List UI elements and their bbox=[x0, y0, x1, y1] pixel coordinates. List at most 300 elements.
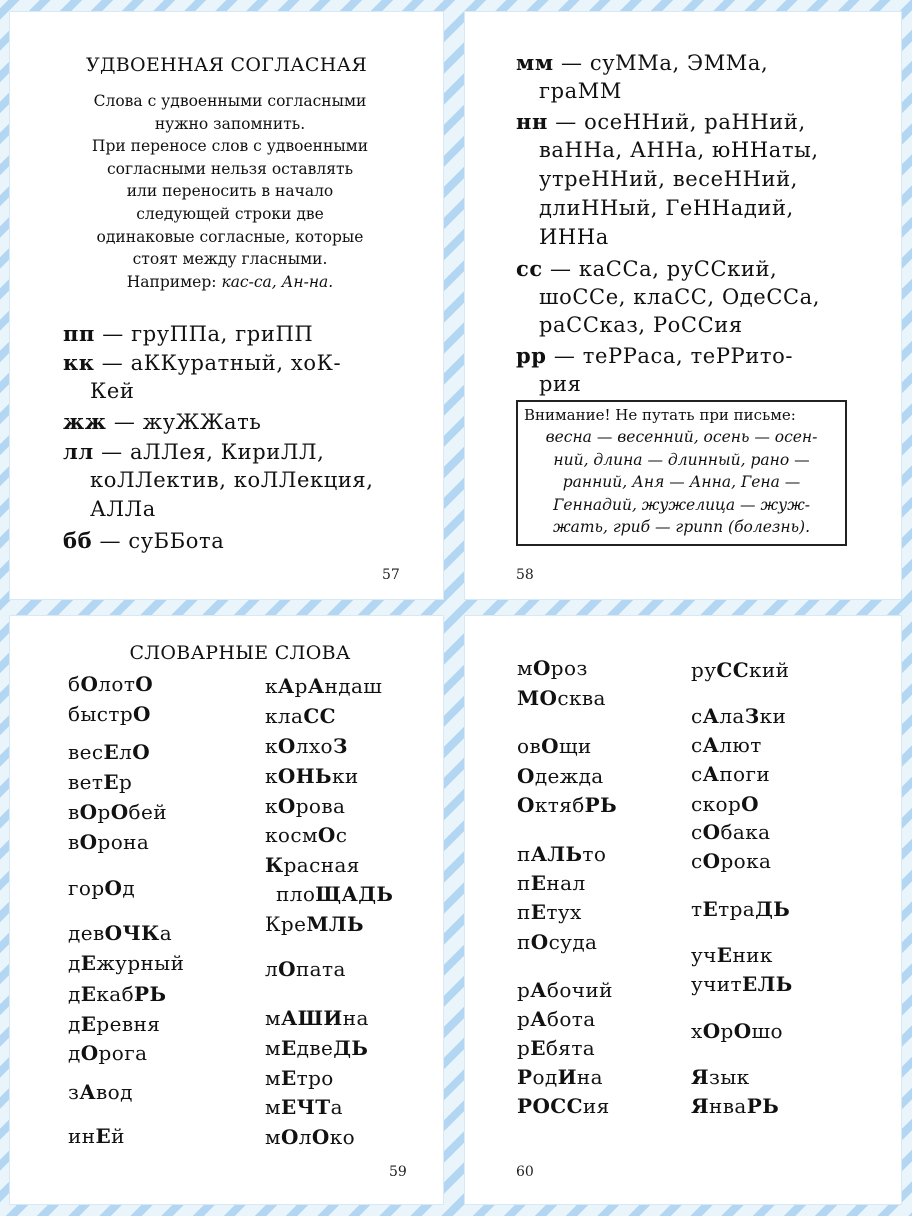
attention-line: жать, гриб — грипп (болезнь). bbox=[553, 518, 810, 537]
highlighted-letters: А bbox=[530, 978, 547, 1002]
highlighted-letters: Е bbox=[80, 1012, 97, 1036]
highlighted-letters: О bbox=[110, 800, 129, 824]
highlighted-letters: Р bbox=[517, 1065, 533, 1089]
word-part: с bbox=[691, 733, 703, 757]
vocabulary-word bbox=[276, 882, 393, 906]
word-part: од bbox=[532, 1065, 558, 1089]
page-number: 57 bbox=[382, 567, 400, 583]
vocabulary-word bbox=[691, 704, 786, 728]
highlighted-letters: Е bbox=[702, 897, 719, 921]
entry-text: — осеННий, раННий, bbox=[547, 110, 806, 134]
entry-text: — груППа, гриПП bbox=[94, 322, 314, 346]
page-59 bbox=[10, 616, 443, 1204]
highlighted-letters: ЕЧТ bbox=[280, 1095, 331, 1119]
highlighted-letters: О bbox=[135, 672, 154, 696]
highlighted-letters: Е bbox=[530, 900, 547, 924]
highlighted-letters: А bbox=[702, 733, 720, 757]
highlighted-letters: О bbox=[702, 820, 721, 844]
example-label: Например: bbox=[126, 272, 217, 291]
word-part: на bbox=[576, 1065, 603, 1089]
rule-line: одинаковые согласные, которые bbox=[96, 227, 364, 246]
highlighted-letters: О bbox=[133, 702, 151, 726]
vocabulary-word bbox=[517, 793, 617, 817]
highlighted-letters: МЛЬ bbox=[306, 912, 364, 936]
highlighted-letters: О bbox=[532, 656, 551, 680]
entry-line bbox=[516, 343, 793, 368]
page-number: 59 bbox=[389, 1164, 407, 1180]
page-title: СЛОВАРНЫЕ СЛОВА bbox=[129, 642, 351, 664]
vocabulary-word bbox=[691, 792, 759, 816]
highlighted-letters: О bbox=[277, 794, 296, 818]
highlighted-letters: О bbox=[530, 930, 549, 954]
rule-example bbox=[50, 271, 410, 294]
entry-line bbox=[539, 167, 798, 191]
entry-key: кк bbox=[63, 350, 95, 375]
highlighted-letters: ЩАДЬ bbox=[315, 882, 394, 906]
entry-line bbox=[90, 497, 156, 521]
entry-key: сс bbox=[516, 256, 543, 281]
highlighted-letters: СС bbox=[303, 704, 336, 728]
word-part: поги bbox=[719, 762, 771, 786]
highlighted-letters: О bbox=[517, 764, 535, 788]
word-part: шо bbox=[751, 1019, 783, 1043]
word-part: бака bbox=[720, 820, 771, 844]
word-part: с bbox=[335, 823, 348, 847]
word-part: ки bbox=[759, 704, 787, 728]
entry-line bbox=[516, 50, 768, 75]
highlighted-letters: О bbox=[702, 849, 721, 873]
vocabulary-word bbox=[691, 943, 773, 967]
attention-box bbox=[516, 400, 847, 546]
highlighted-letters: О bbox=[278, 957, 296, 981]
vocabulary-word bbox=[265, 823, 347, 847]
word-part: ла bbox=[719, 704, 745, 728]
word-part: б bbox=[68, 672, 81, 696]
entry-key: нн bbox=[516, 109, 548, 134]
highlighted-letters: РЬ bbox=[134, 982, 167, 1006]
highlighted-letters: Е bbox=[103, 770, 120, 794]
vocabulary-word bbox=[517, 871, 586, 895]
page-57 bbox=[10, 12, 443, 599]
vocabulary-word bbox=[265, 1095, 343, 1119]
entry-text: шоССе, клаСС, ОдеССа, bbox=[539, 285, 821, 309]
word-part: две bbox=[296, 1036, 334, 1060]
word-part: в bbox=[68, 800, 80, 824]
word-part: пата bbox=[295, 957, 346, 981]
page-title: УДВОЕННАЯ СОГЛАСНАЯ bbox=[86, 54, 367, 76]
highlighted-letters: Е bbox=[716, 943, 733, 967]
vocabulary-word bbox=[691, 733, 762, 757]
vocabulary-word bbox=[68, 951, 184, 975]
highlighted-letters: О bbox=[517, 793, 535, 817]
entry-text: длиННый, ГеННадий, bbox=[539, 196, 794, 220]
entry-line bbox=[539, 79, 622, 103]
entry-text: раССказ, РоССия bbox=[539, 313, 743, 337]
entry-key: жж bbox=[63, 409, 107, 434]
word-part: т bbox=[691, 897, 703, 921]
vocabulary-word bbox=[517, 764, 604, 788]
highlighted-letters: АЛЬ bbox=[530, 842, 583, 866]
vocabulary-word bbox=[68, 702, 151, 726]
word-part: журный bbox=[96, 951, 185, 975]
vocabulary-word bbox=[265, 674, 382, 698]
word-part: зык bbox=[709, 1065, 750, 1089]
word-part: р bbox=[517, 1007, 531, 1031]
highlighted-letters: О bbox=[280, 1125, 299, 1149]
vocabulary-word bbox=[517, 842, 606, 866]
highlighted-letters: ЕЛЬ bbox=[742, 972, 793, 996]
highlighted-letters: ОЧК bbox=[104, 921, 160, 945]
highlighted-letters: Е bbox=[80, 951, 97, 975]
word-part: х bbox=[691, 1019, 703, 1043]
entry-text: — жуЖЖать bbox=[106, 410, 262, 434]
word-part: с bbox=[691, 820, 703, 844]
vocabulary-word bbox=[517, 734, 592, 758]
rule-line: или переносить в начало bbox=[126, 182, 334, 201]
word-part: кий bbox=[749, 658, 790, 682]
entry-text: рия bbox=[539, 372, 582, 396]
rule-line: При переносе слов с удвоенными bbox=[91, 137, 369, 156]
word-part: р bbox=[294, 674, 308, 698]
vocabulary-word bbox=[265, 764, 359, 788]
word-part: лот bbox=[98, 672, 136, 696]
word-part: учит bbox=[691, 972, 742, 996]
vocabulary-word bbox=[691, 1065, 750, 1089]
vocabulary-word bbox=[68, 740, 150, 764]
word-part: м bbox=[265, 1036, 281, 1060]
word-part: ндаш bbox=[324, 674, 383, 698]
entry-text: коЛЛектив, коЛЛекция, bbox=[90, 468, 374, 492]
word-part: к bbox=[265, 674, 278, 698]
vocabulary-word bbox=[68, 921, 172, 945]
word-part: л bbox=[119, 740, 133, 764]
word-part: к bbox=[265, 734, 278, 758]
vocabulary-word bbox=[68, 830, 149, 854]
highlighted-letters: О bbox=[80, 1041, 99, 1065]
vocabulary-word bbox=[68, 672, 153, 696]
word-part: д bbox=[68, 951, 81, 975]
highlighted-letters: К bbox=[265, 853, 284, 877]
entry-line bbox=[539, 313, 743, 337]
word-part: тро bbox=[296, 1066, 334, 1090]
word-part: с bbox=[691, 704, 703, 728]
vocabulary-word bbox=[517, 978, 613, 1002]
word-part: уч bbox=[691, 943, 717, 967]
vocabulary-word bbox=[265, 1066, 334, 1090]
vocabulary-word bbox=[517, 1007, 596, 1031]
word-part: д bbox=[68, 1012, 81, 1036]
word-part: кла bbox=[265, 704, 304, 728]
word-part: ия bbox=[582, 1094, 610, 1118]
word-part: рова bbox=[295, 794, 346, 818]
entry-key: пп bbox=[63, 321, 95, 346]
word-part: сква bbox=[557, 686, 606, 710]
attention-heading: Внимание! Не путать при письме: bbox=[524, 406, 796, 424]
attention-line: ранний, Аня — Анна, Гена — bbox=[562, 473, 801, 492]
highlighted-letters: О bbox=[80, 672, 99, 696]
word-part: пло bbox=[276, 882, 316, 906]
highlighted-letters: О bbox=[277, 734, 296, 758]
highlighted-letters: Е bbox=[280, 1036, 297, 1060]
word-part: вод bbox=[96, 1080, 133, 1104]
attention-line: весна — весенний, осень — осен- bbox=[545, 428, 818, 446]
vocabulary-word bbox=[517, 656, 588, 680]
word-part: каб bbox=[96, 982, 135, 1006]
word-part: бята bbox=[545, 1036, 596, 1060]
entry-text: — суББота bbox=[92, 529, 225, 553]
rule-line: следующей строки две bbox=[136, 204, 324, 223]
rule-line: Слова с удвоенными согласными bbox=[93, 92, 367, 110]
word-part: п bbox=[517, 842, 531, 866]
entry-line bbox=[539, 372, 582, 396]
highlighted-letters: А bbox=[702, 704, 720, 728]
entry-text: утреННий, весеННий, bbox=[539, 167, 798, 191]
word-part: м bbox=[265, 1066, 281, 1090]
word-part: скор bbox=[691, 792, 742, 816]
entry-line bbox=[63, 439, 324, 464]
vocabulary-word bbox=[265, 1125, 355, 1149]
vocabulary-word bbox=[68, 800, 167, 824]
vocabulary-word bbox=[265, 1036, 368, 1060]
vocabulary-word bbox=[517, 1036, 595, 1060]
word-part: п bbox=[517, 900, 531, 924]
highlighted-letters: О bbox=[311, 1125, 330, 1149]
highlighted-letters: А bbox=[530, 1007, 547, 1031]
vocabulary-word bbox=[691, 1094, 779, 1118]
entry-key: рр bbox=[516, 343, 547, 368]
rule-line: согласными нельзя оставлять bbox=[106, 159, 354, 178]
rule-line: нужно запомнить. bbox=[154, 114, 306, 133]
vocabulary-word bbox=[691, 897, 790, 921]
vocabulary-word bbox=[691, 849, 771, 873]
highlighted-letters: О bbox=[132, 740, 151, 764]
word-part: й bbox=[111, 1124, 125, 1148]
word-part: р bbox=[517, 1036, 531, 1060]
word-part: п bbox=[517, 930, 531, 954]
highlighted-letters: РОСС bbox=[517, 1094, 583, 1118]
entry-line bbox=[63, 528, 224, 553]
word-part: нал bbox=[546, 871, 586, 895]
highlighted-letters: О bbox=[541, 734, 559, 758]
vocabulary-word bbox=[691, 1019, 783, 1043]
word-part: м bbox=[265, 1006, 281, 1030]
word-part: ревня bbox=[96, 1012, 161, 1036]
word-part: м bbox=[517, 656, 533, 680]
highlighted-letters: ДЬ bbox=[333, 1036, 369, 1060]
word-part: вет bbox=[68, 770, 104, 794]
entry-key: бб bbox=[63, 528, 93, 553]
vocabulary-word bbox=[517, 930, 597, 954]
entry-line bbox=[516, 109, 806, 134]
entry-line bbox=[516, 256, 777, 281]
highlighted-letters: З bbox=[744, 704, 760, 728]
highlighted-letters: А bbox=[702, 762, 720, 786]
entry-text: — аККуратный, хоК- bbox=[94, 351, 342, 375]
vocabulary-word bbox=[265, 1006, 369, 1030]
vocabulary-word bbox=[265, 734, 348, 758]
highlighted-letters: Е bbox=[530, 1036, 546, 1060]
word-part: гор bbox=[68, 876, 105, 900]
highlighted-letters: И bbox=[557, 1065, 577, 1089]
attention-line: Геннадий, жужелица — жуж- bbox=[553, 495, 810, 514]
highlighted-letters: АШИ bbox=[280, 1006, 343, 1030]
word-part: Кре bbox=[265, 912, 307, 936]
highlighted-letters: О bbox=[79, 800, 98, 824]
entry-line bbox=[539, 225, 609, 249]
entry-line bbox=[90, 468, 374, 492]
highlighted-letters: ДЬ bbox=[755, 897, 791, 921]
vocabulary-word bbox=[68, 1080, 133, 1104]
highlighted-letters: Е bbox=[80, 982, 97, 1006]
word-part: бочий bbox=[546, 978, 613, 1002]
word-part: с bbox=[691, 762, 703, 786]
word-part: тух bbox=[546, 900, 582, 924]
word-part: дежда bbox=[534, 764, 604, 788]
page-number: 58 bbox=[516, 567, 534, 583]
highlighted-letters: А bbox=[79, 1080, 97, 1104]
vocabulary-word bbox=[68, 1124, 125, 1148]
word-part: вес bbox=[68, 740, 104, 764]
vocabulary-word bbox=[68, 770, 132, 794]
highlighted-letters: А bbox=[307, 674, 325, 698]
highlighted-letters: МО bbox=[517, 686, 558, 710]
entry-line bbox=[63, 409, 261, 434]
word-part: лют bbox=[719, 733, 762, 757]
highlighted-letters: СС bbox=[716, 658, 750, 682]
highlighted-letters: А bbox=[277, 674, 295, 698]
rule-line: стоят между гласными. bbox=[132, 250, 328, 269]
vocabulary-word bbox=[517, 900, 582, 924]
word-part: а bbox=[330, 1095, 343, 1119]
highlighted-letters: О bbox=[741, 792, 759, 816]
entry-text: Кей bbox=[90, 379, 135, 403]
vocabulary-word bbox=[265, 912, 364, 936]
vocabulary-word bbox=[265, 794, 345, 818]
entry-text: — теРРаса, теРРито- bbox=[546, 344, 794, 368]
entry-key: мм bbox=[516, 50, 554, 75]
entry-text: — аЛЛея, КириЛЛ, bbox=[93, 440, 325, 464]
word-part: м bbox=[265, 1125, 281, 1149]
vocabulary-word bbox=[517, 1065, 603, 1089]
word-part: рона bbox=[97, 830, 150, 854]
entry-line bbox=[539, 196, 794, 220]
word-part: роз bbox=[550, 656, 588, 680]
word-part: нва bbox=[709, 1094, 747, 1118]
entry-line bbox=[539, 285, 820, 309]
word-part: ин bbox=[68, 1124, 96, 1148]
entry-text: — каССа, руССкий, bbox=[542, 257, 778, 281]
rule-text bbox=[50, 90, 410, 293]
word-part: бей bbox=[128, 800, 167, 824]
vocabulary-word bbox=[265, 704, 336, 728]
word-part: л bbox=[265, 957, 279, 981]
word-part: суда bbox=[548, 930, 598, 954]
highlighted-letters: О bbox=[702, 1019, 721, 1043]
page-60 bbox=[465, 616, 901, 1204]
highlighted-letters: Е bbox=[103, 740, 120, 764]
entry-line bbox=[90, 379, 134, 403]
vocabulary-word bbox=[68, 1041, 147, 1065]
vocabulary-word bbox=[517, 1094, 610, 1118]
word-part: к bbox=[265, 794, 278, 818]
entry-text: ИННа bbox=[539, 225, 609, 249]
vocabulary-word bbox=[691, 972, 793, 996]
word-part: с bbox=[691, 849, 703, 873]
entry-text: — суММа, ЭММа, bbox=[553, 51, 769, 75]
word-part: рока bbox=[720, 849, 772, 873]
word-part: ов bbox=[517, 734, 542, 758]
entry-text: АЛЛа bbox=[90, 497, 156, 521]
word-part: з bbox=[68, 1080, 80, 1104]
word-part: то bbox=[582, 842, 607, 866]
word-part: м bbox=[265, 1095, 281, 1119]
word-part: р bbox=[517, 978, 531, 1002]
word-part: косм bbox=[265, 823, 318, 847]
highlighted-letters: ОНЬ bbox=[277, 764, 332, 788]
word-part: л bbox=[298, 1125, 312, 1149]
highlighted-letters: Я bbox=[691, 1065, 710, 1089]
word-part: р bbox=[720, 1019, 734, 1043]
word-part: а bbox=[159, 921, 173, 945]
page-58 bbox=[465, 12, 901, 599]
highlighted-letters: Е bbox=[95, 1124, 112, 1148]
highlighted-letters: Я bbox=[691, 1094, 710, 1118]
vocabulary-word bbox=[68, 982, 166, 1006]
vocabulary-word bbox=[517, 686, 606, 710]
vocabulary-word bbox=[265, 957, 346, 981]
word-part: к bbox=[265, 764, 278, 788]
vocabulary-word bbox=[691, 762, 770, 786]
vocabulary-word bbox=[691, 820, 770, 844]
vocabulary-word bbox=[265, 853, 360, 877]
word-part: тра bbox=[718, 897, 756, 921]
attention-line: ний, длина — длинный, рано — bbox=[553, 450, 810, 469]
entry-text: ваННа, АННа, юННаты, bbox=[539, 138, 819, 162]
highlighted-letters: З bbox=[332, 734, 348, 758]
word-part: лхо bbox=[295, 734, 333, 758]
word-part: ру bbox=[691, 658, 717, 682]
word-part: р bbox=[97, 800, 111, 824]
entry-key: лл bbox=[63, 439, 94, 464]
word-part: щи bbox=[558, 734, 592, 758]
page-number: 60 bbox=[516, 1164, 534, 1180]
highlighted-letters: Е bbox=[280, 1066, 297, 1090]
highlighted-letters: О bbox=[317, 823, 336, 847]
word-part: быстр bbox=[68, 702, 134, 726]
highlighted-letters: Е bbox=[530, 871, 547, 895]
word-part: на bbox=[342, 1006, 369, 1030]
entry-text: граММ bbox=[539, 79, 622, 103]
highlighted-letters: О bbox=[104, 876, 123, 900]
word-part: бота bbox=[546, 1007, 596, 1031]
word-part: п bbox=[517, 871, 531, 895]
vocabulary-word bbox=[691, 658, 789, 682]
word-part: расная bbox=[283, 853, 360, 877]
vocabulary-word bbox=[68, 876, 135, 900]
word-part: в bbox=[68, 830, 80, 854]
word-part: ктяб bbox=[534, 793, 585, 817]
entry-line bbox=[63, 350, 341, 375]
highlighted-letters: О bbox=[733, 1019, 752, 1043]
word-part: ки bbox=[331, 764, 359, 788]
word-part: д bbox=[68, 1041, 81, 1065]
entry-line bbox=[63, 321, 313, 346]
word-part: д bbox=[122, 876, 136, 900]
word-part: дев bbox=[68, 921, 105, 945]
word-part: р bbox=[119, 770, 133, 794]
highlighted-letters: РЬ bbox=[746, 1094, 780, 1118]
vocabulary-word bbox=[68, 1012, 160, 1036]
